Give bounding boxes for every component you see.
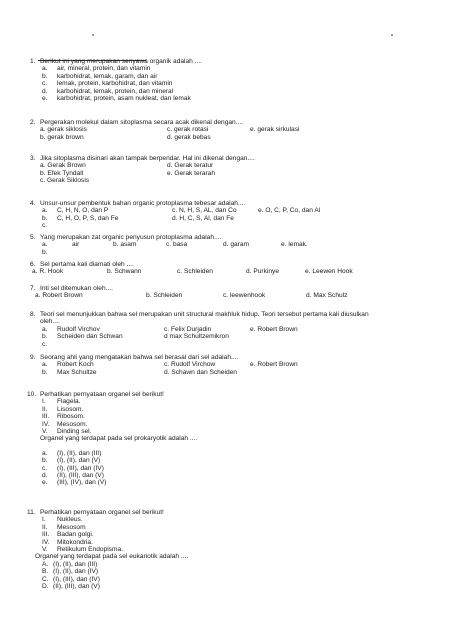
option: e. lemak.	[281, 241, 308, 249]
question-number: 6.	[30, 261, 36, 268]
option: a. Gerak Brown	[40, 162, 86, 170]
option: e. karbohidrat, protein, asam nukleat, dan lemak	[42, 95, 191, 103]
option: d. H, C, S, Al, dan Fe	[172, 214, 234, 222]
option: b. karbohidrat, lemak, garam, dan air	[42, 72, 158, 80]
question-number: 3.	[30, 155, 36, 162]
option: a. Robert Brown	[35, 292, 83, 300]
option: c. lemak, protein, karbohidrat, dan vitamin	[42, 80, 173, 88]
option: b. asam	[113, 241, 137, 249]
question-stem: Perhatikan pernyataan organel sel berikut!	[40, 509, 164, 516]
option: b. Schwann	[107, 268, 142, 276]
option: e. O, C, P, Co, dan Al	[258, 207, 321, 215]
statement-item: IV. Mitokondria.	[42, 538, 93, 546]
question-1	[0, 58, 474, 102]
question-stem: Unsur-unsur pembentuk bahan organic protoplasma tebesar adalah....	[40, 200, 246, 207]
option: d. garam	[223, 241, 250, 249]
option: C, H, N, O, dan P	[57, 207, 109, 215]
statement-item: I. Flagela.	[42, 398, 81, 406]
question-stem: Berikut ini yang merupakan senyawa organik adalah ....	[40, 58, 203, 65]
option: A. (I), (II), dan (III)	[42, 560, 98, 568]
question-11	[0, 509, 474, 590]
question-stem: Teori sel menunjukkan bahwa sel merupakan unit structural makhluk hidup. Teori tersebut pertama kali diusulkan	[40, 311, 369, 318]
question-prompt: Organel yang terdapat pada sel eukariotik adalah ....	[35, 553, 189, 561]
statement-item: V. Retikulum Endoplsma.	[42, 546, 123, 554]
option: c. leewenhook	[223, 292, 266, 300]
question-number: 7.	[30, 285, 36, 292]
option: e. Gerak terarah	[167, 169, 216, 177]
question-7	[0, 285, 474, 300]
statement-item: I. Nukleus.	[42, 516, 83, 524]
option: c. (I), (III), dan (IV)	[42, 464, 104, 472]
question-number: 1.	[30, 58, 36, 65]
question-4: 4. Unsur-unsur pembentuk bahan organic protoplasma tebesar adalah.... a. C, H, N, O, dan P c. N, H, S, AL, dan Co e. O, C, P, Co, dan Al b. C, H, O, P, S, dan Fe d. H, C, S, Al, dan Fe c.	[30, 200, 321, 230]
option: c. basa	[166, 241, 188, 249]
option: d max Schultzemikron	[164, 333, 229, 341]
question-number: 8.	[30, 311, 36, 318]
option: c. Felix Durjadin	[164, 325, 212, 333]
option: B. (I), (II), dan (IV)	[42, 568, 99, 576]
question-stem: Pergerakan molekul dalam sitoplasma secara acak dikenal dengan....	[40, 119, 244, 126]
option: b.	[42, 248, 48, 256]
question-5: 5. Yang merupakan zat organic penyusun protoplasma adalah.... a. air b. asam c. basa d. garam e. lemak. b.	[30, 234, 308, 256]
question-number: 9.	[30, 354, 36, 361]
option: d. Gerak teratur	[167, 162, 214, 170]
question-3	[0, 155, 474, 185]
scan-mark-right	[391, 34, 393, 36]
option: b. Efek Tyndall	[40, 169, 84, 177]
statement-item: III. Badan golgi.	[42, 531, 94, 539]
option: c. Rudolf Virchow	[164, 361, 216, 369]
question-9: 9. Seorang ahli yang mengatakan bahwa sel berasal dari sel adalah.... a. Robert Koch c. Rudolf Virchow e. Robert Brown b. Max Schultze d. Schawn dan Scheiden	[30, 354, 298, 376]
question-number: 2.	[30, 119, 36, 126]
question-stem: Yang merupakan zat organic penyusun protoplasma adalah....	[40, 234, 222, 241]
option: d. (II), (III), dan (V)	[42, 472, 104, 480]
option: b. (I), (II), dan (V)	[42, 457, 101, 465]
option: d. Schawn dan Scheiden	[164, 368, 237, 376]
scan-mark-left	[92, 34, 94, 36]
option: d. Max Schulz	[306, 292, 348, 300]
option: Robert Koch	[57, 361, 94, 369]
option: c. gerak rotasi	[167, 126, 209, 134]
option: e. Leewen Hook	[305, 268, 353, 276]
question-stem: Seorang ahli yang mengatakan bahwa sel berasal dari sel adalah....	[40, 354, 239, 361]
option: d. Purkinye	[246, 268, 279, 276]
question-8: 8. Teori sel menunjukkan bahwa sel merupakan unit structural makhluk hidup. Teori tersebut pertama kali diusulkan oleh.... a. Rudolf Virchov c. Felix Durjadin e. Robert Brown b. Scheiden dan Schwan d max Schultzemikron c.	[0, 311, 474, 348]
question-stem: Sel pertama kali diamati oleh ....	[40, 261, 134, 268]
question-10	[0, 391, 474, 487]
question-2	[0, 119, 474, 141]
option: a. gerak siklosis	[40, 126, 87, 134]
question-stem: Jika sitoplasma disinari akan tampak berpendar. Hal ini dikenal dengan....	[40, 155, 255, 162]
option: c. Schleiden	[177, 268, 213, 276]
option: c. Gerak Siklosis	[40, 177, 90, 185]
question-stem: Inti sel ditemukan oleh....	[40, 285, 113, 292]
option: C, H, O, P, S, dan Fe	[57, 214, 119, 222]
question-number: 5.	[30, 234, 36, 241]
statement-item: IV. Mesosom.	[42, 420, 88, 428]
option: c.	[42, 222, 48, 230]
option: Max Schultze	[57, 368, 97, 376]
option: air	[72, 241, 80, 249]
question-6	[0, 261, 474, 276]
option: b. Schleiden	[146, 292, 183, 300]
option: e. gerak sirkulasi	[250, 126, 300, 134]
option: a. R. Hook	[32, 268, 64, 276]
option: e. (III), (IV), dan (V)	[42, 479, 107, 487]
option: D. (II), (III), dan (V)	[42, 583, 100, 591]
option: c.	[42, 340, 48, 348]
option: c. N, H, S, AL, dan Co	[172, 207, 237, 215]
question-number: 4.	[30, 200, 36, 207]
question-prompt: Organel yang terdapat pada sel prokaryotik adalah ....	[40, 435, 198, 443]
statement-item: II. Lisosom.	[42, 405, 84, 413]
option: d. gerak bebas	[167, 133, 211, 141]
statement-item: III. Ribosom.	[42, 413, 85, 421]
statement-item: V. Dinding sel.	[42, 428, 92, 436]
option: Rudolf Virchov	[57, 325, 100, 333]
option: a. (I), (II), dan (III)	[42, 449, 102, 457]
option: a. air, mineral, protein, dan vitamin	[42, 65, 151, 73]
option: b. gerak brown	[40, 133, 84, 141]
option: d. karbohidrat, lemak, protein, dan mineral	[42, 87, 174, 95]
option: C. (I), (III), dan (IV)	[42, 575, 100, 583]
question-number: 11.	[27, 509, 36, 516]
question-stem: Perhatikan pernyataan organel sel berikut!	[40, 391, 164, 398]
option: e. Robert Brown	[250, 361, 298, 369]
option: e. Robert Brown	[250, 325, 298, 333]
question-number: 10.	[27, 391, 37, 398]
question-stem-continued: oleh....	[40, 318, 60, 326]
option: Scheiden dan Schwan	[57, 333, 123, 341]
statement-item: II. Mesosom	[42, 523, 86, 531]
